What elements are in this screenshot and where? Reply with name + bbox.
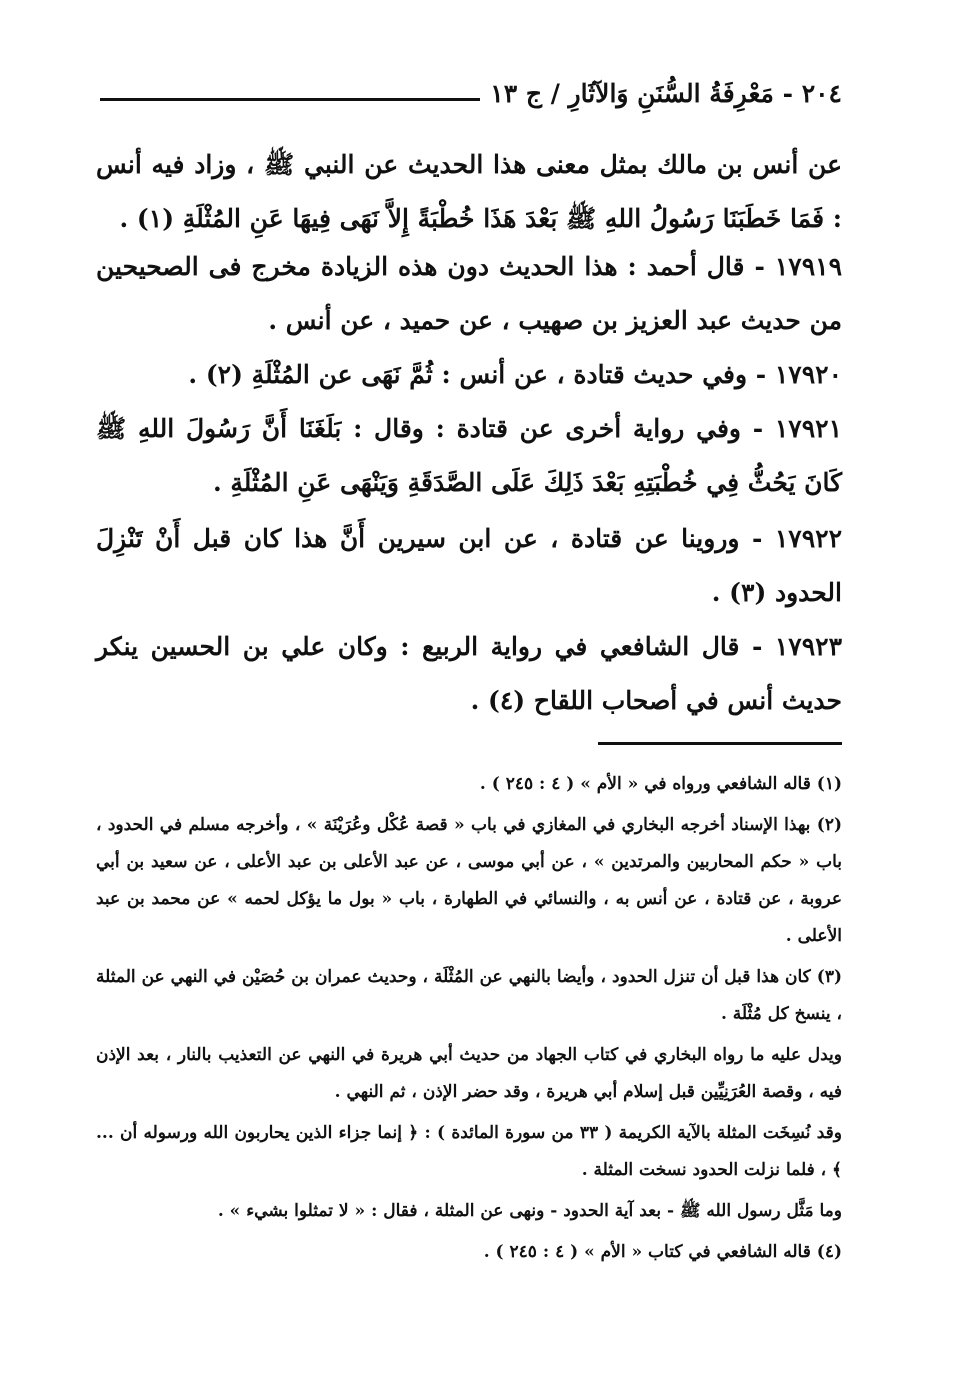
footnote-1: (١) قاله الشافعي ورواه في « الأم » ( ٤ : ٢٤٥ ) . [479, 774, 842, 794]
paragraph-17920 [96, 348, 842, 402]
footnotes [96, 766, 842, 1275]
paragraph-text: عن أنس بن مالك بمثل معنى هذا الحديث عن النبي ﷺ ، وزاد فيه أنس : فَمَا خَطَبَنَا رَسُولُ اللهِ ﷺ بَعْدَ هَذَا خُطْبَةً إِلاَّ نَهَى فِيهَا عَنِ المُثْلَةِ (١) . [96, 150, 842, 233]
footnote-separator [598, 742, 842, 745]
footnote-3-continued: وقد نُسِخَت المثلة بالآية الكريمة ( ٣٣ من سورة المائدة ) : ﴿ إنما جزاء الذين يحاربون الله ورسوله أن ... ﴾ ، فلما نزلت الحدود نسخت المثلة . [96, 1123, 842, 1180]
footnote-4: (٤) قاله الشافعي في كتاب « الأم » ( ٤ : ٢٤٥ ) . [483, 1242, 842, 1262]
paragraph-continuation [96, 138, 842, 246]
paragraph-17919 [96, 240, 842, 348]
header-title: ٢٠٤ - مَعْرِفَةُ السُّنَنِ وَالآثَارِ / ج ١٣ [480, 78, 842, 110]
paragraph-17922 [96, 512, 842, 620]
footnote-3-continued: وما مَثَّل رسول الله ﷺ - بعد آية الحدود - ونهى عن المثلة ، فقال : « لا تمثلوا بشيء » . [217, 1201, 842, 1221]
paragraph-text: ١٧٩٢٠ - وفي حديث قتادة ، عن أنس : ثُمَّ نَهَى عن المُثْلَةِ (٢) . [188, 360, 842, 389]
footnote-3: (٣) كان هذا قبل أن تنزل الحدود ، وأيضا بالنهي عن المُثْلَة ، وحديث عمران بن حُصَيْن في النهي عن المثلة ، ينسخ كل مُثْلَة . [96, 967, 842, 1024]
paragraph-text: ١٧٩١٩ - قال أحمد : هذا الحديث دون هذه الزيادة مخرج فى الصحيحين من حديث عبد العزيز بن صهيب ، عن حميد ، عن أنس . [96, 252, 842, 335]
paragraph-text: ١٧٩٢٣ - قال الشافعي في رواية الربيع : وكان علي بن الحسين ينكر حديث أنس في أصحاب اللقاح (٤) . [96, 632, 842, 715]
footnote-2: (٢) بهذا الإسناد أخرجه البخاري في المغازي في باب « قصة عُكْل وعُرَيْنَة » ، وأخرجه مسلم في الحدود ، باب « حكم المحاربين والمرتدين » ، عن أبي موسى ، عن عبد الأعلى بن عبد الأعلى ، عن سعيد بن أبي عروبة ، عن قتادة ، عن أنس به ، والنسائي في الطهارة ، باب « بول ما يؤكل لحمه » عن محمد بن عبد الأعلى . [96, 815, 842, 946]
paragraph-text: ١٧٩٢١ - وفي رواية أخرى عن قتادة : وقال : بَلَغَنَا أَنَّ رَسُولَ اللهِ ﷺ كَانَ يَحُثُّ فِي خُطْبَتِهِ بَعْدَ ذَلِكَ عَلَى الصَّدَقَةِ وَيَنْهَى عَنِ المُثْلَةِ . [96, 414, 842, 497]
running-header [100, 78, 842, 114]
paragraph-17923 [96, 620, 842, 728]
paragraph-17921 [96, 402, 842, 510]
footnote-3-continued: ويدل عليه ما رواه البخاري في كتاب الجهاد من حديث أبي هريرة في النهي عن التعذيب بالنار ، بعد الإذن فيه ، وقصة العُرَنِيِّين قبل إسلام أبي هريرة ، وقد حضر الإذن ، ثم النهي . [96, 1045, 842, 1102]
paragraph-text: ١٧٩٢٢ - وروينا عن قتادة ، عن ابن سيرين أَنَّ هذا كان قبل أَنْ تَنْزِلَ الحدود (٣) . [96, 524, 842, 607]
